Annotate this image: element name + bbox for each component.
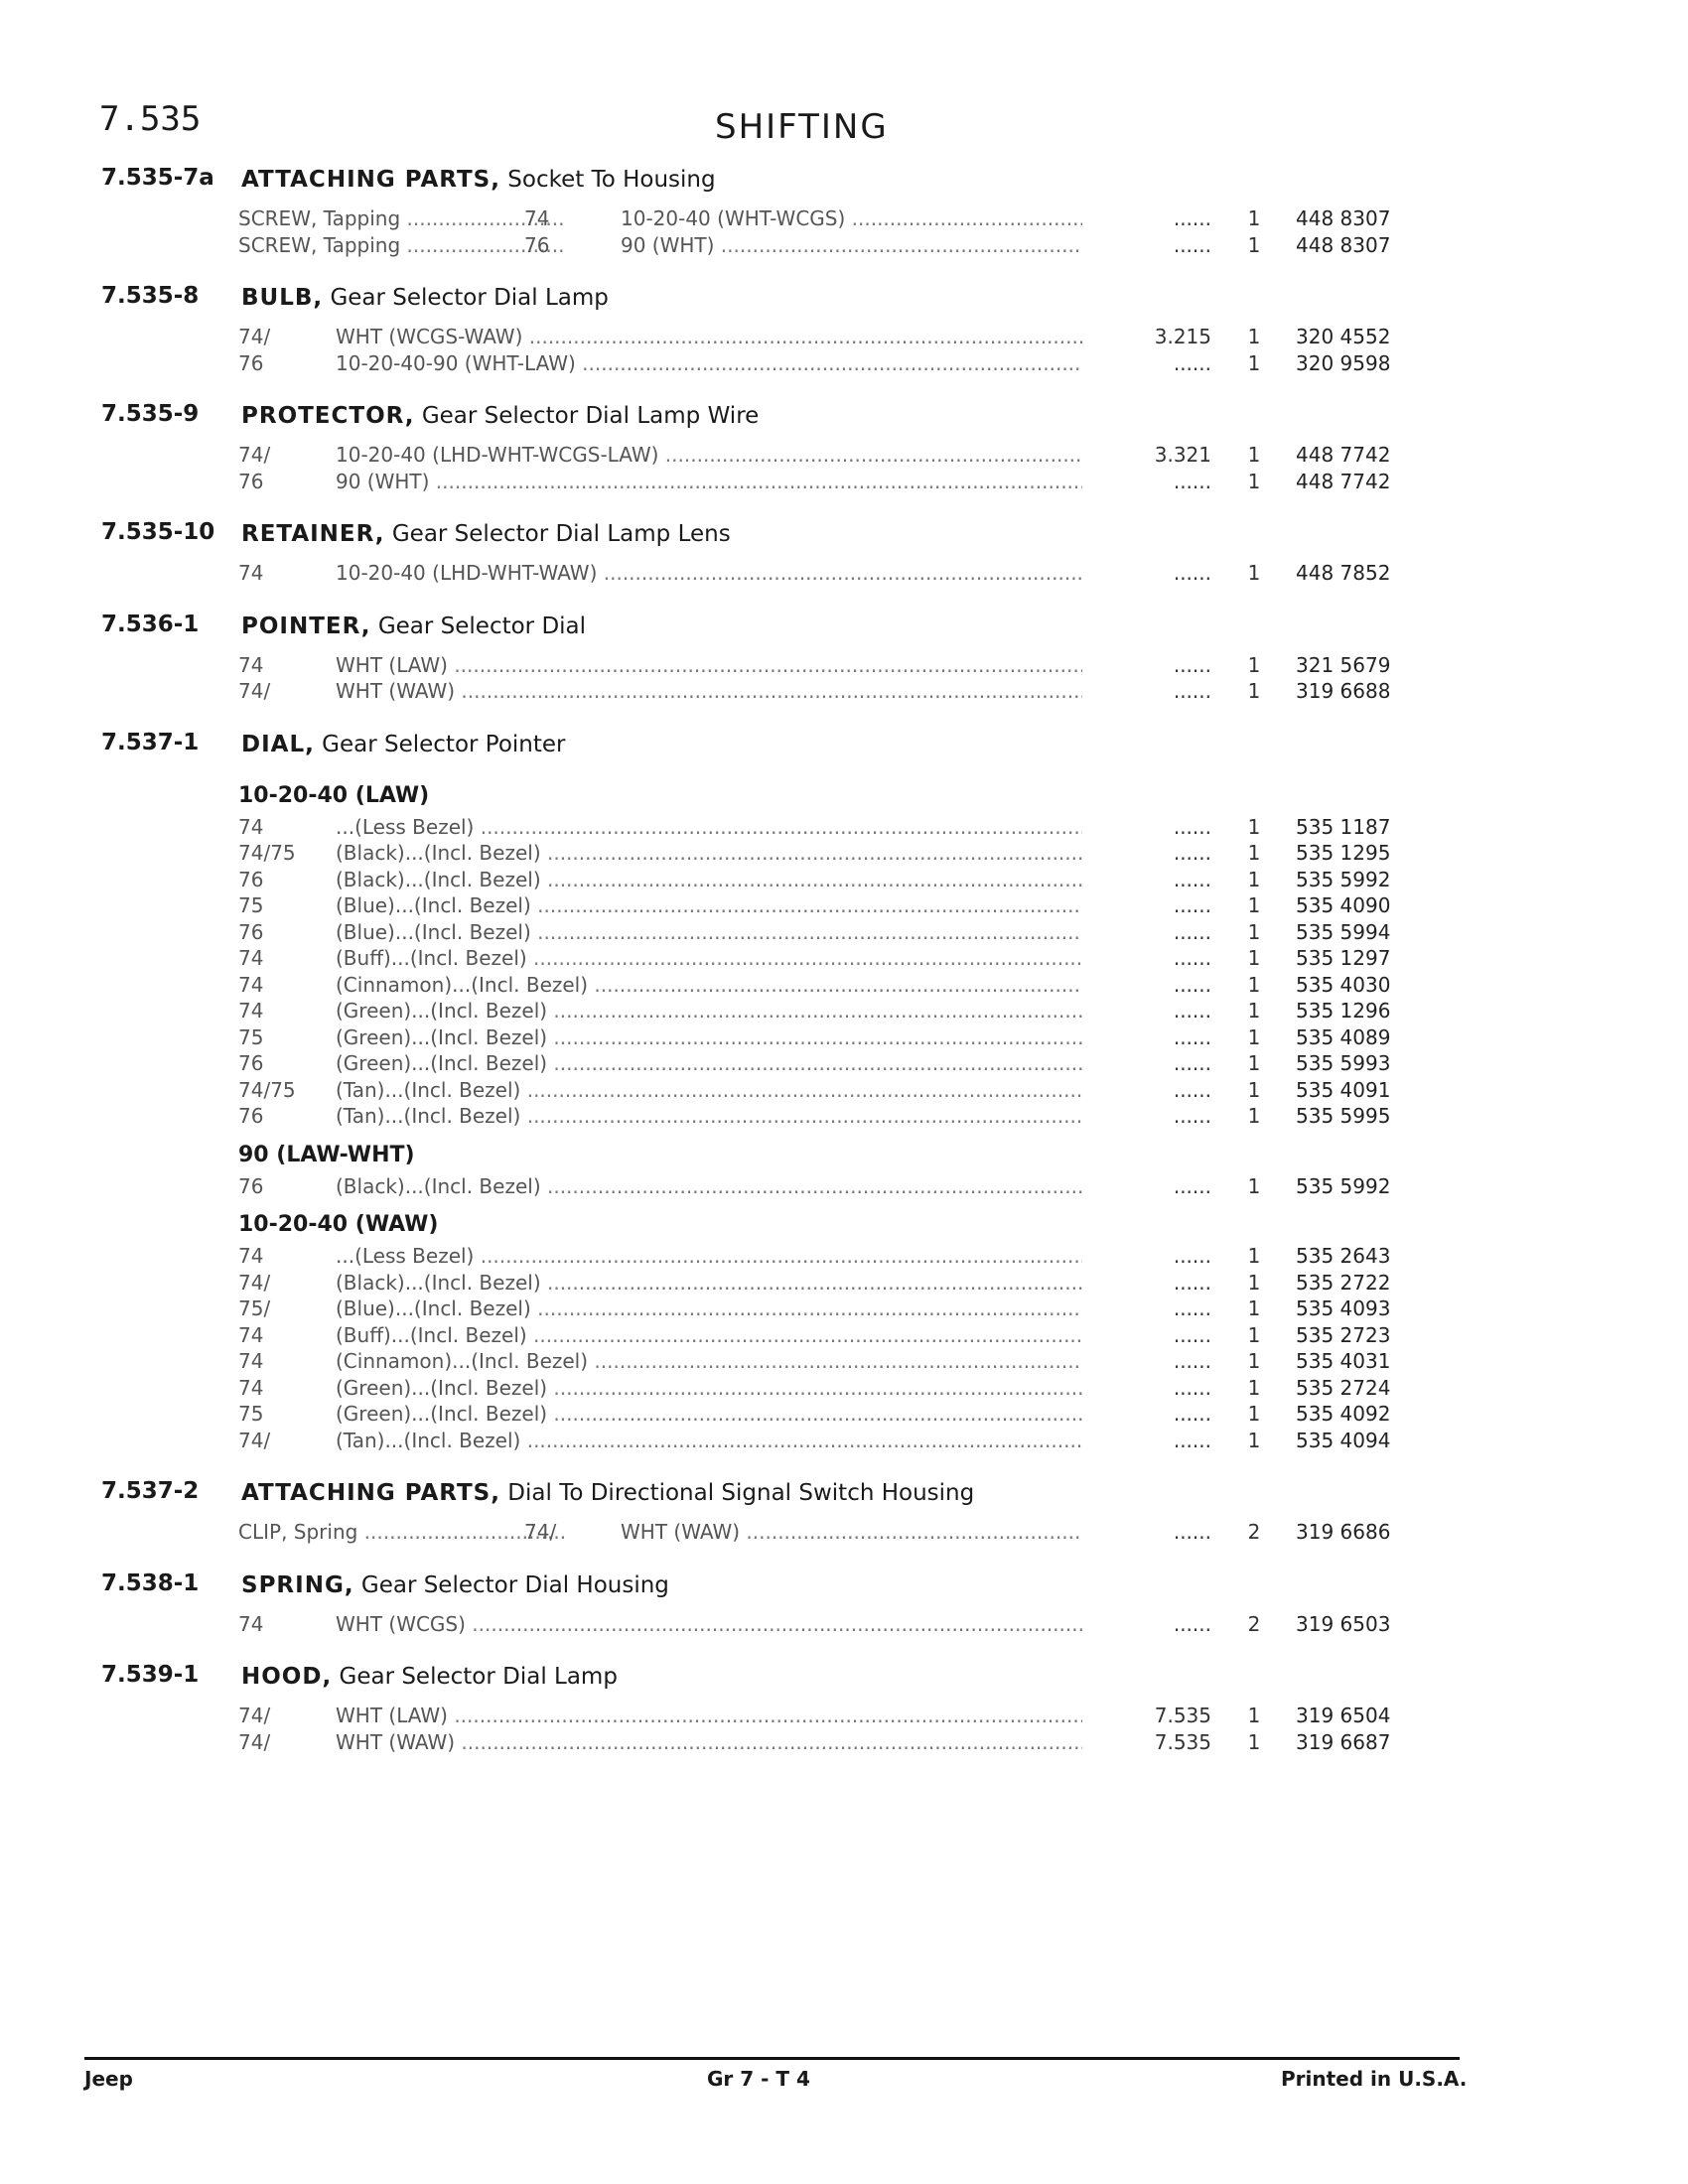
item-header	[0, 724, 1688, 769]
part-number: 448 8307	[1296, 206, 1391, 230]
part-item	[0, 1656, 1688, 1774]
row-description: ...(Less Bezel) .....	[336, 1244, 1082, 1268]
item-header	[0, 513, 1688, 559]
row-description: (Black)...(Incl. Bezel) .....	[336, 868, 1082, 891]
table-row	[0, 1102, 1688, 1129]
item-ref: 7.535-9	[101, 401, 200, 427]
model-year: 74	[238, 814, 264, 839]
model-year: 76	[238, 1173, 264, 1198]
quantity: 1	[1247, 1402, 1261, 1426]
part-number: 535 5992	[1296, 1173, 1391, 1198]
part-number: 535 2643	[1296, 1244, 1391, 1268]
item-spacer	[0, 1754, 1688, 1774]
part-item	[0, 395, 1688, 513]
row-description: 10-20-40-90 (WHT-LAW) .....	[336, 351, 1082, 375]
row-description: (Blue)...(Incl. Bezel) .....	[336, 920, 1082, 944]
item-header	[0, 159, 1688, 205]
model-year: 74	[238, 999, 264, 1023]
model-year: 74	[238, 1244, 264, 1268]
row-description: (Buff)...(Incl. Bezel) .....	[336, 946, 1082, 970]
item-ref: 7.536-1	[101, 611, 200, 637]
quantity: 1	[1247, 325, 1261, 348]
illustration-ref: 3.215	[1154, 325, 1211, 348]
row-description: (Green)...(Incl. Bezel) .....	[336, 999, 1082, 1023]
part-item	[0, 277, 1688, 395]
table-row	[0, 971, 1688, 998]
item-spacer	[0, 493, 1688, 513]
part-number: 535 1295	[1296, 841, 1391, 865]
illustration-ref: ......	[1173, 1244, 1211, 1268]
quantity: 1	[1247, 1077, 1261, 1102]
model-year: 74	[238, 1322, 264, 1347]
row-description: (Buff)...(Incl. Bezel) .....	[336, 1323, 1082, 1347]
illustration-ref: 7.535	[1154, 1729, 1211, 1754]
model-year: 76	[238, 1051, 264, 1075]
item-desc: Gear Selector Dial Lamp Wire	[421, 403, 760, 429]
illustration-ref: ......	[1173, 919, 1211, 944]
illustration-ref: ......	[1173, 1375, 1211, 1400]
table-row	[0, 231, 1688, 258]
quantity: 1	[1247, 1375, 1261, 1400]
part-item	[0, 1565, 1688, 1657]
part-number: 535 4093	[1296, 1297, 1391, 1320]
attach-desc: 10-20-40 (WHT-WCGS) .....	[621, 206, 1082, 230]
quantity: 1	[1247, 1297, 1261, 1320]
row-description: WHT (LAW) .....	[336, 653, 1082, 677]
model-year: 74	[238, 1375, 264, 1400]
quantity: 2	[1247, 1520, 1261, 1544]
quantity: 1	[1247, 350, 1261, 375]
item-ref: 7.537-1	[101, 729, 200, 755]
illustration-ref: ......	[1173, 1173, 1211, 1198]
part-number: 535 4090	[1296, 893, 1391, 917]
attach-desc: WHT (WAW) .....	[621, 1520, 1082, 1544]
part-number: 535 4089	[1296, 1024, 1391, 1049]
table-row	[0, 559, 1688, 586]
model-year: 74/	[238, 1729, 271, 1754]
item-title	[241, 1664, 618, 1690]
illustration-ref: ......	[1173, 867, 1211, 891]
part-number: 319 6504	[1296, 1704, 1391, 1727]
part-number: 535 2723	[1296, 1322, 1391, 1347]
item-ref: 7.535-8	[101, 283, 200, 309]
row-description: WHT (LAW) .....	[336, 1704, 1082, 1727]
table-row	[0, 997, 1688, 1024]
table-row	[0, 1172, 1688, 1199]
table-row	[0, 651, 1688, 678]
quantity: 1	[1247, 1322, 1261, 1347]
row-description: (Blue)...(Incl. Bezel) .....	[336, 1297, 1082, 1320]
row-description: (Blue)...(Incl. Bezel) .....	[336, 893, 1082, 917]
row-description: (Tan)...(Incl. Bezel) .....	[336, 1078, 1082, 1102]
quantity: 1	[1247, 469, 1261, 493]
row-description: (Green)...(Incl. Bezel) .....	[336, 1376, 1082, 1400]
attach-part: SCREW, Tapping .....	[238, 233, 566, 257]
quantity: 2	[1247, 1611, 1261, 1636]
model-year: 74	[238, 652, 264, 677]
row-description: (Green)...(Incl. Bezel) .....	[336, 1025, 1082, 1049]
item-title	[241, 403, 759, 429]
footer-brand: Jeep	[84, 2067, 133, 2091]
part-number: 321 5679	[1296, 652, 1391, 677]
quantity: 1	[1247, 1349, 1261, 1373]
model-year: 75	[238, 893, 264, 917]
item-desc: Gear Selector Dial Lamp	[330, 285, 609, 311]
illustration-ref: ......	[1173, 1297, 1211, 1320]
item-title	[241, 167, 716, 193]
row-description: (Black)...(Incl. Bezel) .....	[336, 1174, 1082, 1198]
quantity: 1	[1247, 206, 1261, 230]
attach-year: 76	[524, 232, 550, 257]
illustration-ref: ......	[1173, 561, 1211, 585]
part-number: 535 2722	[1296, 1270, 1391, 1295]
item-spacer	[0, 375, 1688, 395]
illustration-ref: ......	[1173, 1349, 1211, 1373]
part-number: 535 5993	[1296, 1051, 1391, 1075]
item-spacer	[0, 1545, 1688, 1565]
table-row	[0, 1400, 1688, 1427]
model-year: 74/75	[238, 841, 296, 865]
row-description: (Cinnamon)...(Incl. Bezel) .....	[336, 973, 1082, 997]
illustration-ref: ......	[1173, 469, 1211, 493]
subheading-label: 90 (LAW-WHT)	[238, 1142, 415, 1167]
illustration-ref: ......	[1173, 652, 1211, 677]
item-name: RETAINER,	[241, 521, 385, 547]
item-ref: 7.539-1	[101, 1662, 200, 1688]
part-number: 535 2724	[1296, 1375, 1391, 1400]
quantity: 1	[1247, 232, 1261, 257]
table-row	[0, 1518, 1688, 1545]
item-spacer	[0, 257, 1688, 277]
row-description: 10-20-40 (LHD-WHT-WAW) .....	[336, 561, 1082, 585]
row-description: WHT (WCGS-WAW) .....	[336, 325, 1082, 348]
item-ref: 7.538-1	[101, 1570, 200, 1596]
part-number: 535 5995	[1296, 1104, 1391, 1128]
item-header	[0, 1472, 1688, 1518]
illustration-ref: ......	[1173, 1270, 1211, 1295]
model-year: 76	[238, 350, 264, 375]
part-number: 535 4030	[1296, 972, 1391, 997]
table-row	[0, 1242, 1688, 1269]
quantity: 1	[1247, 893, 1261, 917]
part-number: 535 4094	[1296, 1428, 1391, 1452]
table-row	[0, 839, 1688, 866]
row-description: (Green)...(Incl. Bezel) .....	[336, 1051, 1082, 1075]
item-header	[0, 606, 1688, 651]
parts-list	[0, 159, 1688, 1774]
model-year: 74/	[238, 679, 271, 703]
quantity: 1	[1247, 972, 1261, 997]
attach-desc: 90 (WHT) .....	[621, 233, 1082, 257]
part-number: 535 4092	[1296, 1402, 1391, 1426]
attach-year: 74	[524, 206, 550, 230]
illustration-ref: ......	[1173, 1520, 1211, 1544]
page-number: 7.535	[99, 99, 202, 139]
part-number: 448 7852	[1296, 561, 1391, 585]
part-number: 535 5994	[1296, 919, 1391, 944]
part-item	[0, 159, 1688, 277]
part-item	[0, 1472, 1688, 1565]
quantity: 1	[1247, 1704, 1261, 1727]
row-description: WHT (WAW) .....	[336, 1730, 1082, 1754]
model-year: 74/	[238, 1270, 271, 1295]
table-row	[0, 1049, 1688, 1076]
row-description: (Black)...(Incl. Bezel) .....	[336, 841, 1082, 865]
item-name: ATTACHING PARTS,	[241, 167, 500, 193]
item-desc: Gear Selector Dial Lamp	[339, 1664, 618, 1690]
model-year: 74	[238, 946, 264, 970]
item-desc: Gear Selector Pointer	[322, 731, 566, 757]
item-name: ATTACHING PARTS,	[241, 1480, 500, 1506]
model-year: 74	[238, 972, 264, 997]
quantity: 1	[1247, 652, 1261, 677]
quantity: 1	[1247, 561, 1261, 585]
model-year: 76	[238, 919, 264, 944]
item-spacer	[0, 704, 1688, 724]
quantity: 1	[1247, 1173, 1261, 1198]
quantity: 1	[1247, 1428, 1261, 1452]
item-desc: Dial To Directional Signal Switch Housing	[507, 1480, 975, 1506]
item-header	[0, 1565, 1688, 1610]
item-desc: Gear Selector Dial Lamp Lens	[391, 521, 731, 547]
part-item	[0, 724, 1688, 1473]
illustration-ref: ......	[1173, 946, 1211, 970]
row-description: (Cinnamon)...(Incl. Bezel) .....	[336, 1349, 1082, 1373]
footer-printed: Printed in U.S.A.	[1281, 2067, 1468, 2091]
table-row	[0, 1728, 1688, 1755]
illustration-ref: ......	[1173, 1322, 1211, 1347]
model-year: 75	[238, 1402, 264, 1426]
model-year: 76	[238, 1104, 264, 1128]
part-number: 448 8307	[1296, 232, 1391, 257]
model-year: 74	[238, 561, 264, 585]
part-number: 535 5992	[1296, 867, 1391, 891]
illustration-ref: ......	[1173, 1428, 1211, 1452]
table-row	[0, 677, 1688, 704]
item-name: SPRING,	[241, 1571, 354, 1598]
part-number: 535 4031	[1296, 1349, 1391, 1373]
quantity: 1	[1247, 1244, 1261, 1268]
row-description: ...(Less Bezel) .....	[336, 815, 1082, 839]
model-year: 74/	[238, 325, 271, 348]
quantity: 1	[1247, 1024, 1261, 1049]
model-year: 74	[238, 1349, 264, 1373]
item-desc: Socket To Housing	[507, 167, 716, 193]
quantity: 1	[1247, 1051, 1261, 1075]
table-row	[0, 891, 1688, 918]
table-row	[0, 323, 1688, 349]
part-number: 319 6503	[1296, 1611, 1391, 1636]
table-row	[0, 1610, 1688, 1637]
item-title	[241, 521, 731, 547]
item-desc: Gear Selector Dial	[377, 613, 587, 639]
part-item	[0, 513, 1688, 606]
quantity: 1	[1247, 814, 1261, 839]
item-ref: 7.535-10	[101, 519, 215, 545]
item-header	[0, 395, 1688, 441]
table-row	[0, 1374, 1688, 1401]
item-name: HOOD,	[241, 1664, 333, 1690]
illustration-ref: ......	[1173, 1402, 1211, 1426]
part-number: 319 6687	[1296, 1729, 1391, 1754]
item-name: POINTER,	[241, 613, 371, 639]
model-year: 74/	[238, 1428, 271, 1452]
part-number: 320 4552	[1296, 325, 1391, 348]
page-title: SHIFTING	[715, 107, 889, 147]
part-number: 535 1187	[1296, 814, 1391, 839]
quantity: 1	[1247, 919, 1261, 944]
table-row	[0, 1024, 1688, 1050]
quantity: 1	[1247, 443, 1261, 467]
table-row	[0, 1702, 1688, 1728]
footer-rule	[84, 2057, 1460, 2060]
part-item	[0, 606, 1688, 724]
item-desc: Gear Selector Dial Housing	[360, 1571, 669, 1598]
row-description: WHT (WCGS) .....	[336, 1612, 1082, 1636]
table-row	[0, 1076, 1688, 1103]
illustration-ref: ......	[1173, 1104, 1211, 1128]
illustration-ref: ......	[1173, 679, 1211, 703]
illustration-ref: ......	[1173, 841, 1211, 865]
table-row	[0, 468, 1688, 494]
part-number: 535 4091	[1296, 1077, 1391, 1102]
footer-group-code: Gr 7 - T 4	[707, 2067, 810, 2091]
row-description: (Black)...(Incl. Bezel) .....	[336, 1271, 1082, 1295]
row-description: (Tan)...(Incl. Bezel) .....	[336, 1429, 1082, 1452]
illustration-ref: ......	[1173, 1051, 1211, 1075]
model-year: 75	[238, 1024, 264, 1049]
table-row	[0, 1321, 1688, 1348]
illustration-ref: ......	[1173, 350, 1211, 375]
item-header	[0, 277, 1688, 323]
subheading-label: 10-20-40 (WAW)	[238, 1212, 439, 1237]
row-description: (Tan)...(Incl. Bezel) .....	[336, 1104, 1082, 1128]
model-year: 74	[238, 1611, 264, 1636]
subheading	[0, 1129, 1688, 1172]
illustration-ref: ......	[1173, 814, 1211, 839]
illustration-ref: ......	[1173, 232, 1211, 257]
part-number: 448 7742	[1296, 443, 1391, 467]
quantity: 1	[1247, 946, 1261, 970]
quantity: 1	[1247, 999, 1261, 1023]
item-title	[241, 614, 586, 639]
row-description: (Green)...(Incl. Bezel) .....	[336, 1402, 1082, 1426]
model-year: 74/	[238, 443, 271, 467]
subheading-label: 10-20-40 (LAW)	[238, 782, 430, 808]
quantity: 1	[1247, 1729, 1261, 1754]
quantity: 1	[1247, 867, 1261, 891]
attach-part: SCREW, Tapping .....	[238, 206, 566, 230]
part-number: 319 6688	[1296, 679, 1391, 703]
item-spacer	[0, 586, 1688, 606]
illustration-ref: ......	[1173, 972, 1211, 997]
item-name: PROTECTOR,	[241, 403, 415, 429]
model-year: 75/	[238, 1297, 271, 1320]
quantity: 1	[1247, 841, 1261, 865]
illustration-ref: 3.321	[1154, 443, 1211, 467]
table-row	[0, 866, 1688, 892]
table-row	[0, 205, 1688, 231]
subheading	[0, 1198, 1688, 1242]
item-title	[241, 1572, 669, 1598]
table-row	[0, 918, 1688, 945]
attach-year: 74/	[524, 1520, 557, 1544]
item-name: DIAL,	[241, 731, 315, 757]
table-row	[0, 944, 1688, 971]
model-year: 74/75	[238, 1077, 296, 1102]
quantity: 1	[1247, 1104, 1261, 1128]
item-name: BULB,	[241, 285, 324, 311]
table-row	[0, 441, 1688, 468]
illustration-ref: ......	[1173, 999, 1211, 1023]
part-number: 448 7742	[1296, 469, 1391, 493]
item-title	[241, 285, 609, 311]
part-number: 535 1296	[1296, 999, 1391, 1023]
table-row	[0, 1295, 1688, 1321]
illustration-ref: ......	[1173, 1611, 1211, 1636]
part-number: 535 1297	[1296, 946, 1391, 970]
illustration-ref: 7.535	[1154, 1704, 1211, 1727]
item-title	[241, 732, 566, 757]
item-ref: 7.535-7a	[101, 165, 214, 191]
row-description: 90 (WHT) .....	[336, 470, 1082, 493]
table-row	[0, 1427, 1688, 1453]
subheading	[0, 769, 1688, 813]
part-number: 319 6686	[1296, 1520, 1391, 1544]
table-row	[0, 1269, 1688, 1296]
table-row	[0, 349, 1688, 376]
part-number: 320 9598	[1296, 350, 1391, 375]
quantity: 1	[1247, 1270, 1261, 1295]
item-title	[241, 1480, 974, 1506]
model-year: 76	[238, 469, 264, 493]
item-spacer	[0, 1452, 1688, 1472]
item-header	[0, 1656, 1688, 1702]
illustration-ref: ......	[1173, 1077, 1211, 1102]
illustration-ref: ......	[1173, 1024, 1211, 1049]
illustration-ref: ......	[1173, 206, 1211, 230]
illustration-ref: ......	[1173, 893, 1211, 917]
model-year: 76	[238, 867, 264, 891]
attach-part: CLIP, Spring .....	[238, 1520, 566, 1544]
row-description: 10-20-40 (LHD-WHT-WCGS-LAW) .....	[336, 443, 1082, 467]
model-year: 74/	[238, 1704, 271, 1727]
quantity: 1	[1247, 679, 1261, 703]
table-row	[0, 1347, 1688, 1374]
row-description: WHT (WAW) .....	[336, 679, 1082, 703]
table-row	[0, 813, 1688, 840]
item-ref: 7.537-2	[101, 1478, 200, 1504]
item-spacer	[0, 1636, 1688, 1656]
